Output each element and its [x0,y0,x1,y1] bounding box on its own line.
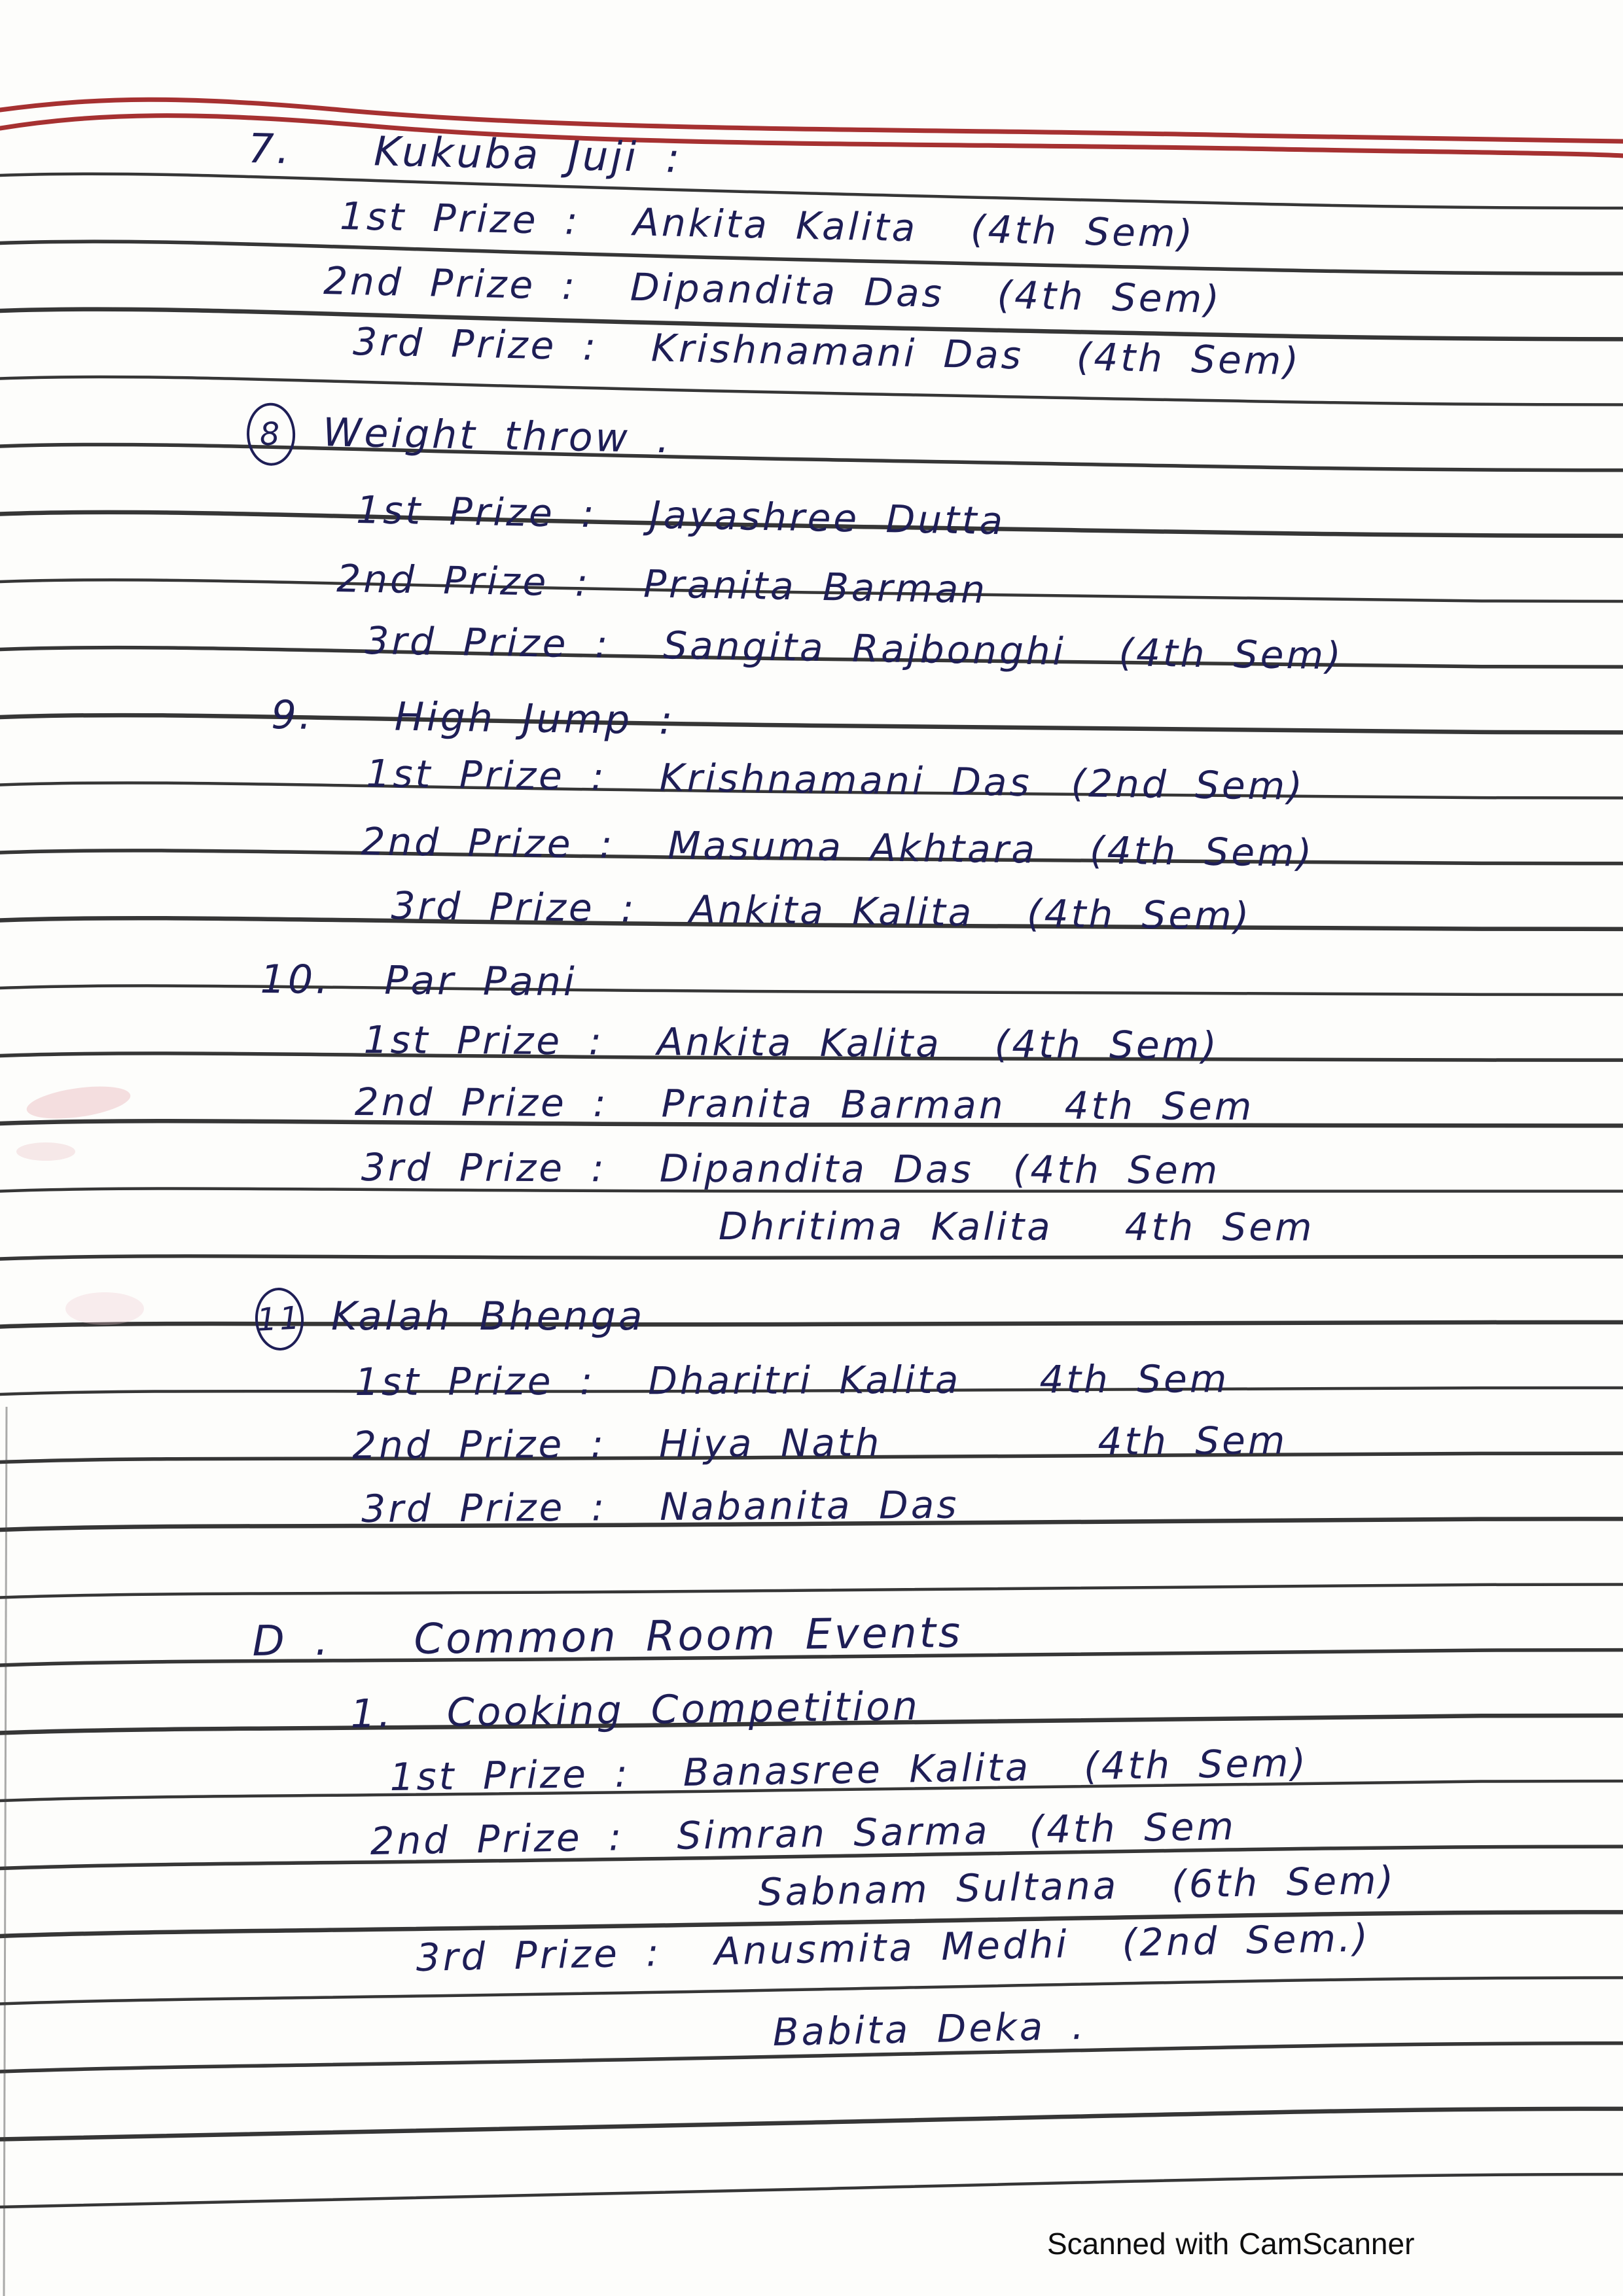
prize-text: 1st Prize : Banasree Kalita (4th Sem) [389,1740,1309,1799]
prize-text: 2nd Prize : Hiya Nath [352,1420,882,1468]
prize-text: 2nd Prize : Masuma Akhtara [361,819,1038,872]
winner-name: Babita Deka . [772,2003,1087,2055]
circled-number: 11 [254,1286,306,1352]
prize-text: 1st Prize : Ankita Kalita (4th Sem) [339,194,1196,256]
semester-note: 4th Sem [1124,1205,1315,1250]
heading-text: Kalah Bhenga [331,1294,645,1339]
red-margin-line-top [0,99,1623,141]
event-heading-high-jump [271,692,675,744]
prize-text: 2nd Prize : Dipandita Das (4th Sem) [323,258,1222,322]
prize-line [364,1017,1220,1068]
prize-line [361,1145,1221,1193]
semester-note: (2nd Sem) [1071,761,1306,809]
circled-number: 8 [246,402,296,467]
heading-text: 9. High Jump : [271,692,675,744]
prize-text: 3rd Prize : Dipandita Das [361,1145,974,1192]
event-heading-kalah-bhenga [255,1288,645,1351]
prize-line [352,1419,1287,1468]
ink-smudge [16,1142,75,1161]
winner-name: Sabnam Sultana (6th Sem) [758,1858,1397,1915]
camscanner-watermark: Scanned with CamScanner [1047,2227,1415,2261]
prize-text: 3rd Prize : Sangita Rajbonghi (4th Sem) [364,618,1344,679]
event-heading-cooking-competition [350,1684,920,1737]
prize-text: 1st Prize : Ankita Kalita (4th Sem) [363,1017,1220,1069]
heading-text: 10. Par Pani [260,957,577,1006]
prize-line [355,1080,1255,1129]
prize-text: 1st Prize : Dharitri Kalita [355,1357,961,1404]
event-heading-weight-throw [246,402,673,473]
semester-note: (4th Sem [1028,1803,1237,1852]
prize-text: 3rd Prize : Ankita Kalita (4th Sem) [391,883,1252,939]
winner-name: Dhritima Kalita [718,1204,1053,1249]
prize-text: 1st Prize : Jayashree Dutta [355,487,1006,544]
semester-note: 4th Sem [1039,1356,1230,1402]
heading-text: 1. Cooking Competition [350,1683,921,1737]
prize-text: 2nd Prize : Pranita Barman [336,556,988,612]
page-edge-line [4,1407,7,2296]
prize-text: 3rd Prize : Anusmita Medhi (2nd Sem.) [416,1915,1371,1980]
heading-text: Weight throw . [322,410,673,463]
section-heading-common-room-events [252,1609,963,1666]
ink-smudge [25,1081,133,1124]
prize-line [361,1483,959,1531]
semester-note: (4th Sem [1012,1147,1221,1193]
prize-text: 3rd Prize : Nabanita Das [361,1482,959,1531]
event-heading-kukuba-juji [247,124,683,182]
prize-text: 1st Prize : Krishnamani Das [366,751,1033,805]
prize-text: 2nd Prize : Pranita Barman [354,1080,1006,1128]
continuation-line [772,2004,1087,2055]
semester-note: 4th Sem [1064,1083,1255,1129]
semester-note: 4th Sem [1097,1418,1288,1464]
ink-smudge [65,1292,144,1325]
heading-text: 7. Kukuba Juji : [247,124,683,183]
semester-note: (4th Sem) [1089,828,1315,875]
prize-text: 2nd Prize : Simran Sarma [370,1808,991,1863]
event-heading-par-pani [260,957,577,1005]
continuation-line [719,1204,1315,1250]
heading-text: D . Common Room Events [252,1608,963,1666]
prize-text: 3rd Prize : Krishnamani Das (4th Sem) [352,319,1302,384]
prize-line [355,1356,1229,1404]
